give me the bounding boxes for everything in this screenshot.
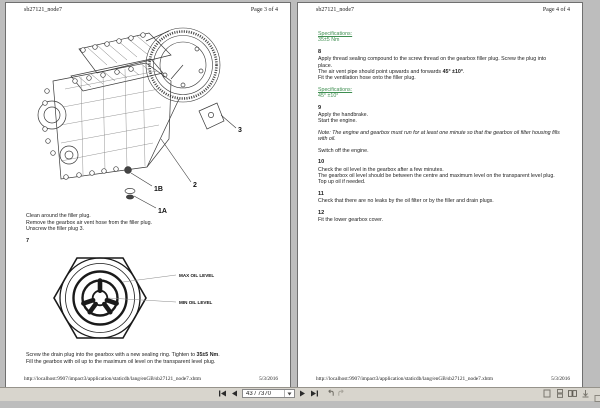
specifications-block <box>318 31 560 44</box>
source-url: http://localhost:9907/impact3/application/staticdb/lang/enGB/sb27121_node7.xhtm <box>316 376 493 382</box>
specification-value: 45° ±10° <box>318 93 339 100</box>
step-12 <box>318 210 560 224</box>
instruction-line: Check the oil level in the gearbox after a few minutes. <box>318 166 444 173</box>
instruction-line: Top up oil if needed. <box>318 179 366 186</box>
previous-view-button[interactable] <box>326 389 335 398</box>
next-view-button[interactable] <box>337 389 346 398</box>
instruction-line: Fill the gearbox with oil up to the maximum oil level on the transparent level plug. <box>26 358 216 365</box>
callout-1a: 1A <box>158 208 167 215</box>
page-number-input[interactable] <box>243 390 284 397</box>
page-dropdown-button[interactable] <box>284 390 294 397</box>
viewer-toolbar <box>0 387 600 401</box>
page-4-body <box>318 31 560 228</box>
step-number: 12 <box>318 209 325 216</box>
instruction-line: The air vent pipe should point upwards and forwards 45° ±10°. <box>318 69 465 76</box>
source-url: http://localhost:9907/impact3/application/staticdb/lang/enGB/sb27121_node7.xhtm <box>24 376 201 382</box>
view-history <box>326 389 346 398</box>
step-number: 10 <box>318 159 325 166</box>
specification-value: 35±5 Nm <box>318 37 340 44</box>
page-indicator: Page 3 of 4 <box>250 7 278 13</box>
instruction-line: Unscrew the filler plug 3. <box>26 226 84 233</box>
step-6-instructions <box>26 213 152 233</box>
first-page-button[interactable] <box>218 389 227 398</box>
instruction-line: Fit the ventilation hose onto the filler plug. <box>318 75 416 82</box>
page-number-combo[interactable] <box>242 389 295 398</box>
gearbox-diagram <box>31 19 269 219</box>
next-page-button[interactable] <box>298 389 307 398</box>
specifications-block <box>318 87 560 100</box>
step-number: 9 <box>318 104 322 111</box>
page-3 <box>5 2 291 388</box>
page-layout-controls <box>542 389 590 398</box>
step-number: 8 <box>318 48 322 55</box>
page-4-header <box>316 7 570 13</box>
step-7-instructions <box>26 352 220 365</box>
instruction-line: Start the engine. <box>318 118 357 125</box>
two-page-view-button[interactable] <box>568 389 577 398</box>
max-oil-level-label: MAX OIL LEVEL <box>179 273 215 278</box>
continuous-view-button[interactable] <box>555 389 564 398</box>
instruction-line: Apply thread sealing compound to the screw thread on the gearbox filler plug. Screw the plug into place. <box>318 56 547 69</box>
step-9 <box>318 105 560 125</box>
page-4-footer <box>316 376 570 382</box>
step-7-number: 7 <box>26 238 30 244</box>
instruction-line: Remove the gearbox air vent hose from the filler plug. <box>26 219 153 226</box>
single-page-view-button[interactable] <box>542 389 551 398</box>
instruction-line: The gearbox oil level should be between the centre and maximum level on the transparent level plug. <box>318 172 555 179</box>
chevron-down-icon <box>287 392 292 396</box>
min-oil-level-label: MIN OIL LEVEL <box>179 300 213 305</box>
callout-3: 3 <box>238 127 242 134</box>
page-3-header <box>24 7 278 13</box>
level-plug-diagram <box>28 246 266 350</box>
specifications-label: Specifications: <box>318 31 353 37</box>
page-4 <box>297 2 583 388</box>
page-3-footer <box>24 376 278 382</box>
step-number: 11 <box>318 190 324 197</box>
instruction-line: Apply the handbrake. <box>318 112 369 119</box>
torque-spec: 35±5 Nm <box>196 352 219 358</box>
callout-1b: 1B <box>154 186 163 193</box>
print-date: 5/3/2016 <box>259 376 278 382</box>
previous-page-button[interactable] <box>230 389 239 398</box>
instruction-line: Fit the lower gearbox cover. <box>318 216 384 223</box>
document-id: sb27121_node7 <box>24 7 62 13</box>
instruction-line: Check that there are no leaks by the oil filter or by the filler and drain plugs. <box>318 198 494 205</box>
continuous-two-page-view-button[interactable] <box>581 389 590 398</box>
document-id: sb27121_node7 <box>316 7 354 13</box>
print-date: 5/3/2016 <box>551 376 570 382</box>
last-page-button[interactable] <box>310 389 319 398</box>
clipped-toolbar-icon[interactable] <box>594 390 600 399</box>
step-8 <box>318 49 560 82</box>
step-10 <box>318 159 560 186</box>
instruction-line: Screw the drain plug into the gearbox with a new sealing ring. Tighten to 35±5 Nm. <box>26 352 220 358</box>
page-indicator: Page 4 of 4 <box>542 7 570 13</box>
angle-spec: 45° ±10° <box>442 69 463 76</box>
specifications-label: Specifications: <box>318 86 353 93</box>
page-navigation <box>218 389 346 398</box>
step-11 <box>318 191 560 205</box>
instruction-line: Clean around the filler plug. <box>26 213 91 219</box>
callout-2: 2 <box>193 182 197 189</box>
instruction-line: Switch off the engine. <box>318 147 369 154</box>
note-text: Note: The engine and gearbox must run for at least one minute so that the gearbox oil filter housing fills with oil. <box>318 129 560 143</box>
